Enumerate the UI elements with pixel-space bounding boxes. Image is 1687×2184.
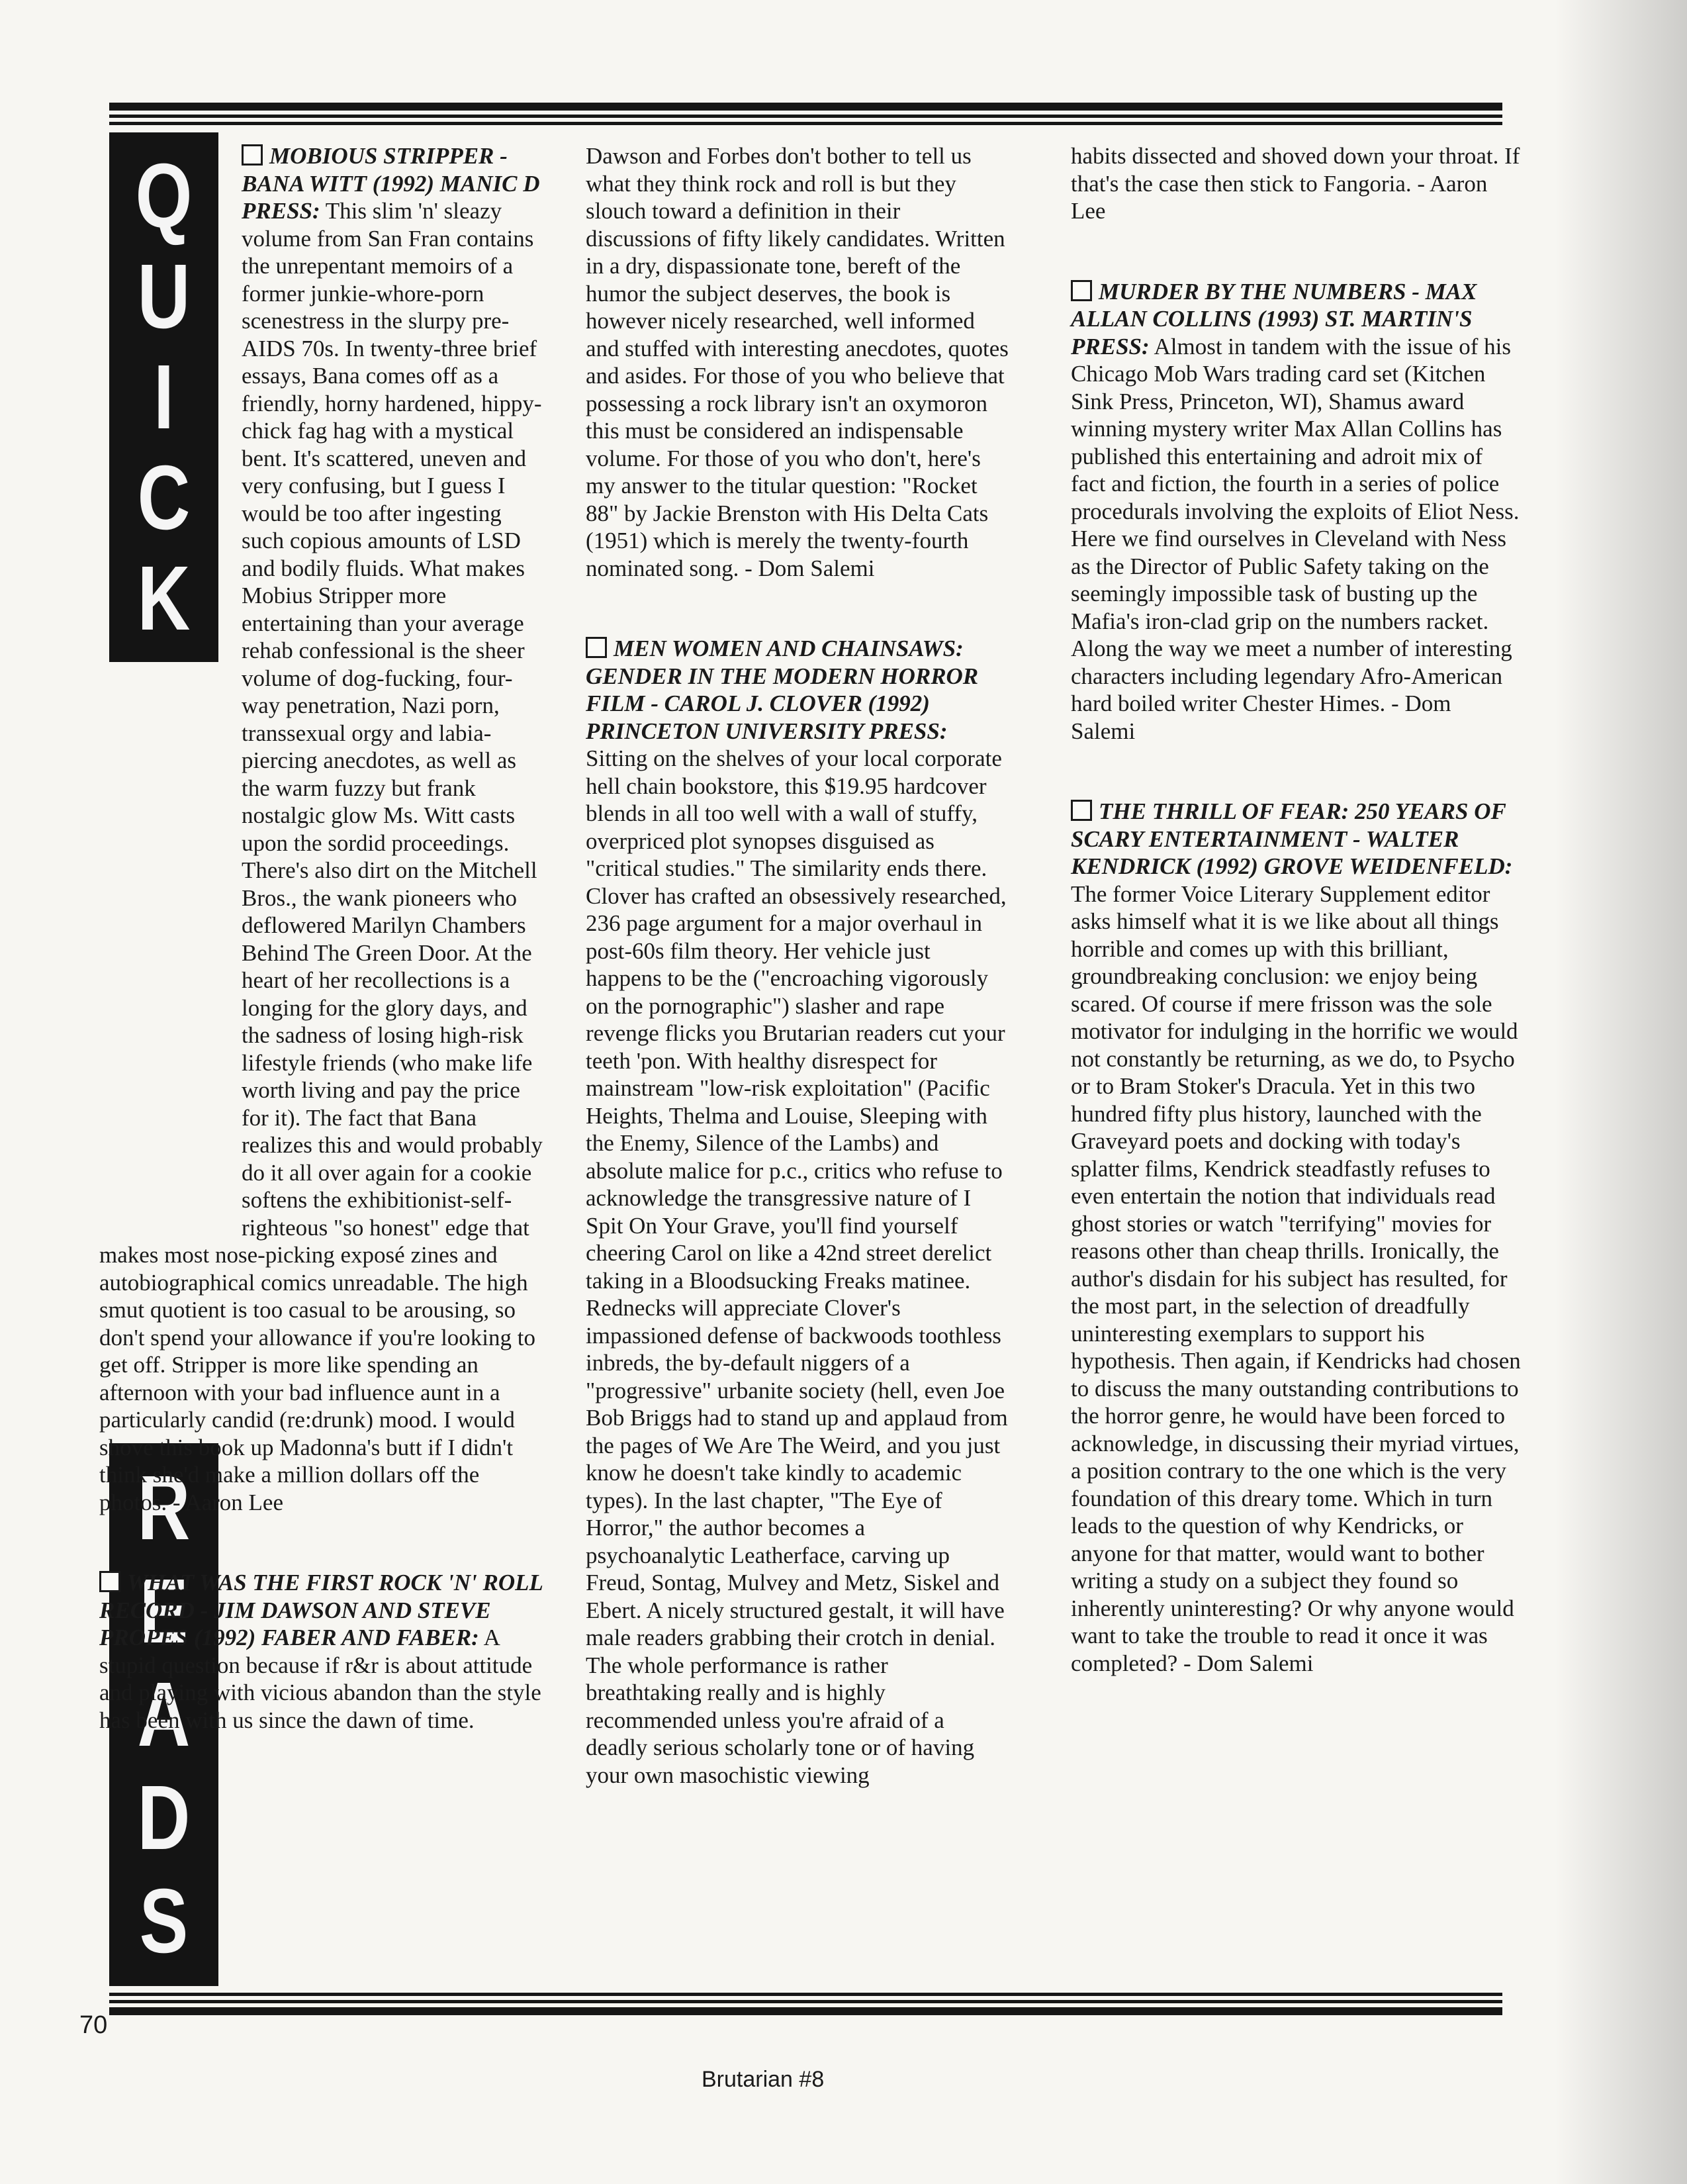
review-men-women-chainsaws-continued: [1071, 142, 1521, 225]
banner-letter: C: [137, 447, 191, 549]
banner-letter: K: [137, 547, 191, 649]
review-body: A stupid question because if r&r is about attitude and playing with vicious abandon than the style has been with us since the dawn of time.: [99, 1625, 541, 1733]
checkbox-icon: [99, 1571, 120, 1592]
column-1: [99, 142, 543, 1787]
review-heading: MOBIOUS STRIPPER - BANA WITT (1992) MANIC D PRESS:: [242, 143, 540, 224]
review-men-women-chainsaws: [586, 635, 1009, 1789]
bottom-rule: [109, 1993, 1502, 2024]
banner-letter: E: [139, 1560, 189, 1662]
review-body: This slim 'n' sleazy volume from San Fran contains the unrepentant memoirs of a former junkie-whore-porn scenestress in the slurpy pre-AIDS 70s. In twenty-three brief essays, Bana comes off as a friendly, horny hardened, hippy-chick fag hag with a mystical bent. It's scattered, uneven and very confusing, but I guess I would be too after ingesting such copious amounts of LSD and bodily fluids. What makes Mobius Stripper more entertaining than your average rehab confessional is the sheer volume of dog-fucking, four-way penetration, Nazi porn, transsexual orgy and labia-piercing anecdotes, as well as the warm fuzzy but frank nostalgic glow Ms. Witt casts upon the sordid proceedings. There's also dirt on the Mitchell Bros., the wank pioneers who deflowered Marilyn Chambers Behind The Green Door. At the heart of her recollections is a longing for the glory days, and the sadness of losing high-risk lifestyle friends (who make life worth living and pay the price for it). The fact that Bana realizes this and would probably do it all over again for a cookie softens the exhibitionist-self-righteous "so honest" edge that makes most nose-picking exposé zines and autobiographical comics unreadable. The high smut quotient is too casual to be arousing, so don't spend your allowance if you're looking to get off. Stripper is more like spending an afternoon with your bad influence aunt in a particularly candid (re:drunk) mood. I would shove this book up Madonna's butt if I didn't think she'd make a million dollars off the photos. - Aaron Lee: [99, 198, 543, 1515]
review-body: Dawson and Forbes don't bother to tell us what they think rock and roll is but they slouch toward a definition in their discussions of fifty likely candidates. Written in a dry, dispassionate tone, bereft of the humor the subject deserves, the book is however nicely researched, well informed and stuffed with interesting anecdotes, quotes and asides. For those of you who believe that possessing a rock library isn't an oxymoron this must be considered an indispensable volume. For those of you who don't, here's my answer to the titular question: "Rocket 88" by Jackie Brenston with His Delta Cats (1951) which is merely the twenty-fourth nominated song. - Dom Salemi: [586, 143, 1009, 581]
review-murder-by-the-numbers: [1071, 278, 1521, 745]
column-2: [586, 142, 1009, 1842]
review-first-rock-record-continued: [586, 142, 1009, 582]
top-rule: [109, 103, 1502, 140]
page-number: 70: [79, 2011, 108, 2039]
banner-letter: S: [139, 1870, 189, 1972]
banner-letter: U: [137, 246, 191, 348]
review-heading: MURDER BY THE NUMBERS - MAX ALLAN COLLINS (1993) ST. MARTIN'S PRESS:: [1071, 278, 1477, 359]
magazine-footer: Brutarian #8: [702, 2067, 825, 2092]
banner-letter: I: [154, 346, 174, 448]
review-body: habits dissected and shoved down your throat. If that's the case then stick to Fangoria. - Aaron Lee: [1071, 143, 1520, 224]
review-body: The former Voice Literary Supplement editor asks himself what it is we like about all things horrible and comes up with this brilliant, groundbreaking conclusion: we enjoy being scared. Of course if mere frisson was the sole motivator for indulging in the horrific we would not constantly be returning, as we do, to Psycho or to Bram Stoker's Dracula. Yet in this two hundred fifty plus history, launched with the Graveyard poets and docking with today's splatter films, Kendrick steadfastly refuses to even entertain the notion that individuals read ghost stories or watch "terrifying" movies for reasons other than cheap thrills. Ironically, the author's disdain for his subject has resulted, for the most part, in the selection of dreadfully uninteresting exemplars to support his hypothesis. Then again, if Kendricks had chosen to discuss the many outstanding contributions to the horror genre, he would have been forced to acknowledge, in discussing their myriad virtues, a position contrary to the one which is the very foundation of this dreary tome. Which in turn leads to the question of why Kendricks, or anyone for that matter, would want to bother writing a study on a subject they found so inherently uninteresting? Or why anyone would want to take the trouble to read it once it was completed? - Dom Salemi: [1071, 880, 1521, 1676]
banner-letter: R: [137, 1457, 191, 1559]
column-3: [1071, 142, 1521, 1730]
banner-letter: D: [137, 1767, 191, 1869]
banner-letter: Q: [135, 145, 193, 247]
review-heading: MEN WOMEN AND CHAINSAWS: GENDER IN THE MODERN HORROR FILM - CAROL J. CLOVER (1992) PRINCETON UNIVERSITY PRESS:: [586, 636, 979, 744]
review-thrill-of-fear: [1071, 798, 1521, 1677]
banner-letter: A: [137, 1664, 191, 1766]
review-body: Almost in tandem with the issue of his Chicago Mob Wars trading card set (Kitchen Sink Press, Princeton, WI), Shamus award winning mystery writer Max Allan Collins has published this entertaining and adroit mix of fact and fiction, the fourth in a series of police procedurals involving the exploits of Eliot Ness. Here we find ourselves in Cleveland with Ness as the Director of Public Safety taking on the seemingly impossible task of busting up the Mafia's iron-clad grip on the numbers racket. Along the way we meet a number of interesting characters including legendary Afro-American hard boiled writer Chester Himes. - Dom Salemi: [1071, 333, 1520, 744]
checkbox-icon: [1071, 280, 1092, 301]
review-heading: THE THRILL OF FEAR: 250 YEARS OF SCARY ENTERTAINMENT - WALTER KENDRICK (1992) GROVE WEIDENFELD:: [1071, 798, 1513, 879]
page-edge-shadow: [1555, 0, 1687, 2184]
checkbox-icon: [586, 637, 607, 658]
review-first-rock-record: [99, 1569, 543, 1734]
checkbox-icon: [242, 144, 263, 166]
review-heading: WHAT WAS THE FIRST ROCK 'N' ROLL RECORD - JIM DAWSON AND STEVE PROPES (1992) FABER AND FABER:: [99, 1570, 543, 1650]
review-body: Sitting on the shelves of your local corporate hell chain bookstore, this $19.95 hardcover blends in all too well with a wall of stuffy, overpriced plot synopses disguised as "critical studies." The similarity ends there. Clover has crafted an obsessively researched, 236 page argument for a major overhaul in post-60s film theory. Her vehicle just happens to be the ("encroaching vigorously on the pornographic") slasher and rape revenge flicks you Brutarian readers cut your teeth 'pon. With healthy disrespect for mainstream "low-risk exploitation" (Pacific Heights, Thelma and Louise, Sleeping with the Enemy, Silence of the Lambs) and absolute malice for p.c., critics who refuse to acknowledge the transgressive nature of I Spit On Your Grave, you'll find yourself cheering Carol on like a 42nd street derelict taking in a Bloodsucking Freaks matinee. Rednecks will appreciate Clover's impassioned defense of backwoods toothless inbreds, the by-default niggers of a "progressive" urbanite society (hell, even Joe Bob Briggs had to stand up and applaud from the pages of We Are The Weird, and you just know he doesn't take kindly to academic types). In the last chapter, "The Eye of Horror," the author becomes a psychoanalytic Leatherface, carving up Freud, Sontag, Mulvey and Metz, Siskel and Ebert. A nicely structured gestalt, it will have male readers grabbing their crotch in denial. The whole performance is rather breathtaking really and is highly recommended unless you're afraid of a deadly serious scholarly tone or of having your own masochistic viewing: [586, 745, 1008, 1788]
checkbox-icon: [1071, 800, 1092, 821]
